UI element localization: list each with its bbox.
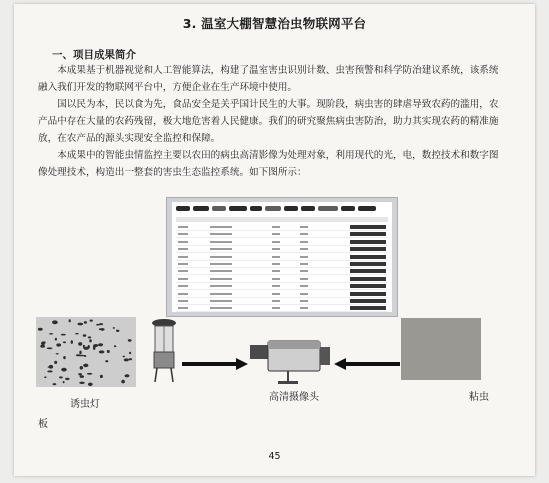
software-screenshot-content bbox=[172, 202, 392, 312]
insect-spot bbox=[124, 358, 129, 361]
document-page bbox=[14, 4, 535, 476]
screenshot-table-cell bbox=[178, 248, 188, 250]
screenshot-table-cell bbox=[300, 270, 308, 272]
screenshot-table-row bbox=[176, 276, 388, 283]
screenshot-action-button bbox=[350, 269, 386, 273]
caption-sticky-board: 粘虫 bbox=[469, 392, 489, 403]
screenshot-table-cell bbox=[178, 293, 188, 295]
screenshot-table-row bbox=[176, 291, 388, 298]
insect-spot bbox=[53, 321, 55, 322]
screenshot-table-cell bbox=[210, 285, 232, 287]
screenshot-table-cell bbox=[210, 263, 232, 265]
section-heading: 一、项目成果简介 bbox=[52, 49, 136, 61]
insect-spot bbox=[75, 333, 79, 334]
caption-trap-lamp: 诱虫灯 bbox=[70, 399, 100, 410]
insect-spot bbox=[83, 334, 87, 337]
screenshot-table-cell bbox=[272, 307, 280, 309]
insect-spot bbox=[78, 373, 82, 375]
insect-spot bbox=[61, 334, 66, 336]
screenshot-toolbar-button bbox=[358, 206, 376, 211]
insect-spot bbox=[65, 378, 69, 380]
insect-spot bbox=[90, 320, 93, 322]
screenshot-table-cell bbox=[210, 226, 232, 228]
insect-board-photo-image bbox=[36, 317, 136, 387]
insect-spot bbox=[87, 373, 92, 375]
insect-spot bbox=[99, 323, 103, 325]
insect-spot bbox=[96, 324, 100, 326]
screenshot-action-button bbox=[350, 306, 386, 310]
insect-spot bbox=[88, 336, 91, 338]
screenshot-action-button bbox=[350, 247, 386, 251]
screenshot-table-cell bbox=[300, 241, 308, 243]
insect-spot bbox=[41, 342, 45, 346]
screenshot-table-cell bbox=[300, 307, 308, 309]
screenshot-action-button bbox=[350, 255, 386, 259]
insect-spot bbox=[129, 358, 132, 360]
insect-spot bbox=[105, 360, 108, 362]
trap-lamp-icon bbox=[148, 318, 180, 384]
screenshot-table-row bbox=[176, 298, 388, 305]
insect-spot bbox=[83, 364, 88, 368]
screenshot-toolbar-button bbox=[229, 206, 247, 211]
screenshot-table-row bbox=[176, 305, 388, 312]
insect-spot bbox=[121, 380, 125, 384]
screenshot-table-cell bbox=[300, 248, 308, 250]
screenshot-table-cell bbox=[300, 226, 308, 228]
insect-spot bbox=[49, 333, 53, 335]
screenshot-action-button bbox=[350, 262, 386, 266]
insect-spot bbox=[98, 343, 103, 346]
insect-spot bbox=[47, 347, 53, 349]
insect-spot bbox=[53, 383, 57, 385]
arrow-left-icon bbox=[334, 358, 400, 370]
screenshot-table-cell bbox=[272, 256, 280, 258]
screenshot-table-cell bbox=[272, 293, 280, 295]
insect-spot bbox=[88, 383, 93, 386]
screenshot-toolbar-button bbox=[250, 206, 262, 211]
screenshot-table-row bbox=[176, 231, 388, 238]
camera-icon bbox=[248, 339, 336, 385]
screenshot-toolbar-button bbox=[318, 206, 338, 211]
screenshot-table-cell bbox=[210, 256, 232, 258]
screenshot-table-cell bbox=[210, 270, 232, 272]
insect-spot bbox=[77, 323, 83, 326]
insect-board-photo bbox=[36, 317, 136, 387]
insect-spot bbox=[38, 328, 43, 331]
insect-spot bbox=[54, 361, 57, 364]
software-screenshot-figure bbox=[166, 197, 398, 317]
insect-spot bbox=[123, 356, 125, 358]
screenshot-table-cell bbox=[178, 233, 188, 235]
screenshot-toolbar-button bbox=[265, 206, 281, 211]
screenshot-table-cell bbox=[272, 233, 280, 235]
arrow-right-icon bbox=[182, 358, 248, 370]
insect-spot bbox=[79, 351, 81, 355]
screenshot-toolbar-button bbox=[212, 206, 226, 211]
screenshot-table-cell bbox=[210, 241, 232, 243]
insect-spot bbox=[63, 341, 66, 343]
screenshot-table-row bbox=[176, 246, 388, 253]
insect-spot bbox=[99, 328, 104, 330]
page-title: 3. 温室大棚智慧治虫物联网平台 bbox=[182, 16, 367, 31]
screenshot-action-button bbox=[350, 232, 386, 236]
screenshot-table-cell bbox=[178, 241, 188, 243]
insect-spot bbox=[93, 346, 95, 350]
screenshot-table-cell bbox=[210, 233, 232, 235]
screenshot-table-cell bbox=[272, 278, 280, 280]
screenshot-table-cell bbox=[272, 241, 280, 243]
insect-spot bbox=[129, 352, 131, 354]
insect-spot bbox=[78, 342, 82, 346]
insect-spot bbox=[100, 375, 103, 378]
screenshot-table-cell bbox=[300, 300, 308, 302]
screenshot-table-cell bbox=[300, 256, 308, 258]
paragraph-system: 本成果中的智能虫情监控主要以农田的病虫高清影像为处理对象，利用现代的光，电，数控技术和数字图像处理技术，构造出一整套的害虫生态监控系统。如下图所示： bbox=[38, 150, 499, 178]
screenshot-table-cell bbox=[300, 285, 308, 287]
insect-spot bbox=[107, 350, 110, 353]
screenshot-table-cell bbox=[272, 300, 280, 302]
screenshot-table-cell bbox=[272, 285, 280, 287]
screenshot-table-cell bbox=[210, 248, 232, 250]
insect-spot bbox=[79, 355, 85, 357]
screenshot-table-cell bbox=[210, 307, 232, 309]
insect-spot bbox=[63, 381, 65, 383]
screenshot-action-button bbox=[350, 240, 386, 244]
screenshot-table-cell bbox=[178, 270, 188, 272]
screenshot-table-cell bbox=[178, 263, 188, 265]
insect-spot bbox=[83, 347, 89, 350]
screenshot-table-header bbox=[176, 217, 388, 222]
insect-spot bbox=[125, 374, 130, 377]
insect-spot bbox=[116, 330, 119, 332]
insect-spot bbox=[49, 365, 53, 369]
screenshot-table-row bbox=[176, 283, 388, 290]
paragraph-background: 国以民为本，民以食为先，食品安全是关乎国计民生的大事。现阶段，病虫害的肆虐导致农药的滥用，农产品中存在大量的农药残留，极大地危害着人民健康。我们的研究聚焦病虫害防治，助力其实现农药的精准施放，在农产品的源头实现安全监控和保障。 bbox=[38, 99, 499, 144]
insect-spot bbox=[56, 343, 61, 346]
screenshot-action-button bbox=[350, 292, 386, 296]
screenshot-toolbar-button bbox=[284, 206, 298, 211]
insect-spot bbox=[44, 376, 46, 378]
insect-spot bbox=[99, 350, 105, 353]
insect-spot bbox=[84, 321, 87, 324]
insect-spot bbox=[61, 368, 66, 372]
screenshot-table-cell bbox=[178, 285, 188, 287]
screenshot-table-cell bbox=[300, 278, 308, 280]
screenshot-table-row bbox=[176, 239, 388, 246]
insect-spot bbox=[56, 353, 59, 354]
screenshot-table-cell bbox=[272, 263, 280, 265]
insect-spot bbox=[63, 356, 66, 359]
screenshot-table-cell bbox=[178, 278, 188, 280]
insect-spot bbox=[71, 340, 73, 344]
screenshot-table-cell bbox=[272, 248, 280, 250]
screenshot-table-cell bbox=[272, 270, 280, 272]
screenshot-table-row bbox=[176, 261, 388, 268]
screenshot-table-row bbox=[176, 268, 388, 275]
screenshot-table-cell bbox=[178, 256, 188, 258]
screenshot-action-button bbox=[350, 284, 386, 288]
insect-spot bbox=[80, 366, 83, 370]
insect-spot bbox=[59, 376, 63, 378]
sticky-board-photo bbox=[401, 318, 481, 380]
screenshot-action-button bbox=[350, 225, 386, 229]
screenshot-toolbar-button bbox=[301, 206, 315, 211]
screenshot-table-cell bbox=[178, 226, 188, 228]
insect-spot bbox=[114, 345, 116, 347]
caption-camera: 高清摄像头 bbox=[269, 392, 319, 403]
screenshot-toolbar-button bbox=[341, 206, 355, 211]
screenshot-toolbar-button bbox=[193, 206, 209, 211]
screenshot-table-cell bbox=[300, 293, 308, 295]
screenshot-table-cell bbox=[178, 307, 188, 309]
screenshot-table-cell bbox=[272, 226, 280, 228]
insect-spot bbox=[113, 327, 116, 328]
insect-spot bbox=[69, 319, 71, 322]
screenshot-table-cell bbox=[210, 300, 232, 302]
screenshot-table-row bbox=[176, 254, 388, 261]
screenshot-toolbar-button bbox=[176, 206, 190, 211]
screenshot-table-cell bbox=[300, 263, 308, 265]
screenshot-table-cell bbox=[210, 278, 232, 280]
screenshot-table-cell bbox=[178, 300, 188, 302]
screenshot-table-cell bbox=[210, 293, 232, 295]
paragraph-intro: 本成果基于机器视觉和人工智能算法，构建了温室害虫识别计数、虫害预警和科学防治建议系统，该系统融入我们开发的物联网平台中，方便企业在生产环境中使用。 bbox=[38, 65, 499, 93]
screenshot-action-button bbox=[350, 299, 386, 303]
screenshot-action-button bbox=[350, 277, 386, 281]
insect-spot bbox=[80, 375, 84, 378]
insect-spot bbox=[89, 339, 92, 342]
page-number: 45 bbox=[268, 451, 281, 462]
screenshot-table-cell bbox=[300, 233, 308, 235]
screenshot-table-row bbox=[176, 224, 388, 231]
caption-sticky-board-wrap: 板 bbox=[38, 419, 48, 430]
insect-spot bbox=[128, 339, 132, 342]
insect-spot bbox=[79, 382, 85, 384]
insect-spot bbox=[55, 338, 57, 341]
insect-spot bbox=[47, 370, 53, 372]
